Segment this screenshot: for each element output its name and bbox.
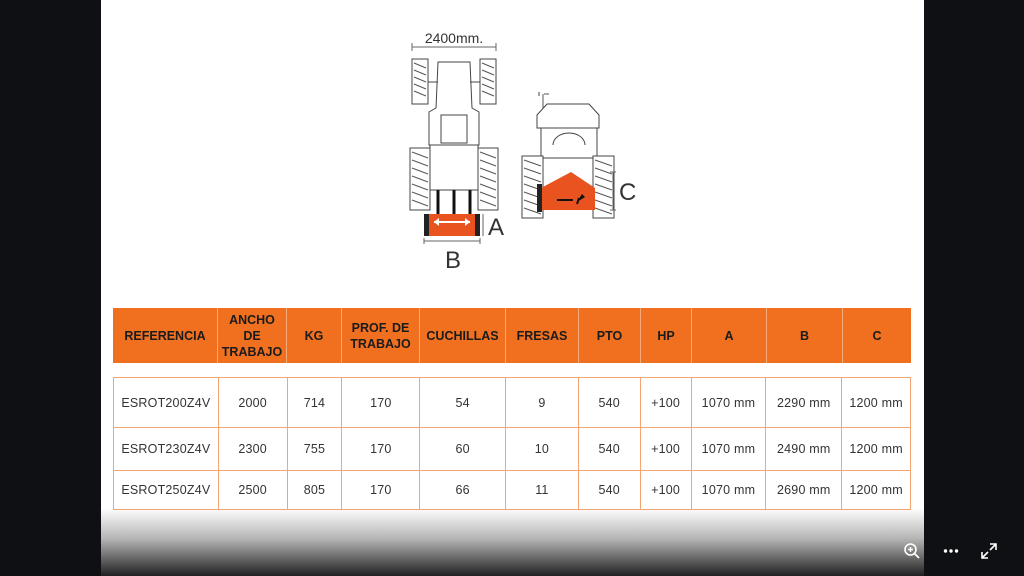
header-pto: PTO [579, 308, 641, 363]
header-cuchillas: CUCHILLAS [420, 308, 506, 363]
image-sheet [101, 0, 924, 576]
cell-hp: +100 [641, 378, 692, 427]
left-backdrop [0, 0, 101, 576]
table-header-row [113, 308, 911, 363]
cell-b: 2690 mm [766, 471, 842, 509]
rotavator-top-view [424, 214, 504, 274]
cell-prof: 170 [342, 471, 420, 509]
header-b: B [767, 308, 843, 363]
cell-a: 1070 mm [692, 471, 767, 509]
zoom-in-icon [903, 542, 921, 560]
cell-cuchillas: 54 [420, 378, 506, 427]
cell-a: 1070 mm [692, 378, 767, 427]
cell-pto: 540 [579, 378, 641, 427]
header-fresas: FRESAS [506, 308, 579, 363]
label-c: C [619, 179, 637, 206]
cell-cuchillas: 66 [420, 471, 506, 509]
header-a: A [692, 308, 767, 363]
cell-fresas: 9 [506, 378, 579, 427]
header-c: C [872, 328, 882, 343]
cell-prof: 170 [342, 428, 420, 470]
bottom-gradient-overlay [101, 508, 924, 576]
cell-b: 2490 mm [766, 428, 842, 470]
table-row [114, 471, 910, 510]
zoom-in-button[interactable] [897, 536, 927, 566]
cell-a: 1070 mm [692, 428, 767, 470]
width-dimension [412, 30, 496, 51]
cell-referencia: ESROT200Z4V [114, 378, 219, 427]
cell-ancho: 2300 [219, 428, 288, 470]
header-prof-de-trabajo: PROF. DE TRABAJO [342, 308, 420, 363]
viewer-controls-more [936, 536, 966, 566]
table-body [113, 377, 911, 510]
cell-referencia: ESROT230Z4V [114, 428, 219, 470]
cell-hp: +100 [641, 471, 692, 509]
viewer-controls-fullscreen [974, 536, 1004, 566]
table-row [114, 428, 910, 471]
cell-cuchillas: 60 [420, 428, 506, 470]
cell-c: 1200 mm [849, 442, 903, 456]
rotavator-rear-view [537, 172, 636, 212]
cell-pto: 540 [579, 471, 641, 509]
cell-c: 1200 mm [849, 395, 903, 410]
width-label: 2400mm. [424, 30, 484, 46]
cell-kg: 714 [288, 378, 343, 427]
header-kg: KG [287, 308, 342, 363]
viewer-controls [897, 536, 927, 566]
right-backdrop [924, 0, 1024, 576]
cell-hp: +100 [641, 428, 692, 470]
header-hp: HP [641, 308, 692, 363]
cell-ancho: 2000 [219, 378, 288, 427]
more-options-button[interactable] [936, 536, 966, 566]
cell-fresas: 11 [506, 471, 579, 509]
cell-prof: 170 [342, 378, 420, 427]
table-row [114, 378, 910, 428]
cell-fresas: 10 [506, 428, 579, 470]
label-b: B [445, 247, 462, 274]
cell-ancho: 2500 [219, 471, 288, 509]
specifications-table [113, 308, 911, 510]
cell-referencia: ESROT250Z4V [114, 471, 219, 509]
label-a: A [488, 214, 505, 241]
cell-pto: 540 [579, 428, 641, 470]
cell-c: 1200 mm [849, 483, 903, 497]
header-referencia: REFERENCIA [113, 308, 218, 363]
fullscreen-icon [980, 542, 998, 560]
cell-kg: 755 [288, 428, 343, 470]
more-options-icon [942, 542, 960, 560]
fullscreen-button[interactable] [974, 536, 1004, 566]
tractor-dimension-diagram [101, 0, 924, 290]
cell-b: 2290 mm [766, 378, 842, 427]
header-ancho-de-trabajo: ANCHO DE TRABAJO [218, 308, 287, 363]
tractor-top-view [410, 59, 498, 214]
cell-kg: 805 [288, 471, 343, 509]
